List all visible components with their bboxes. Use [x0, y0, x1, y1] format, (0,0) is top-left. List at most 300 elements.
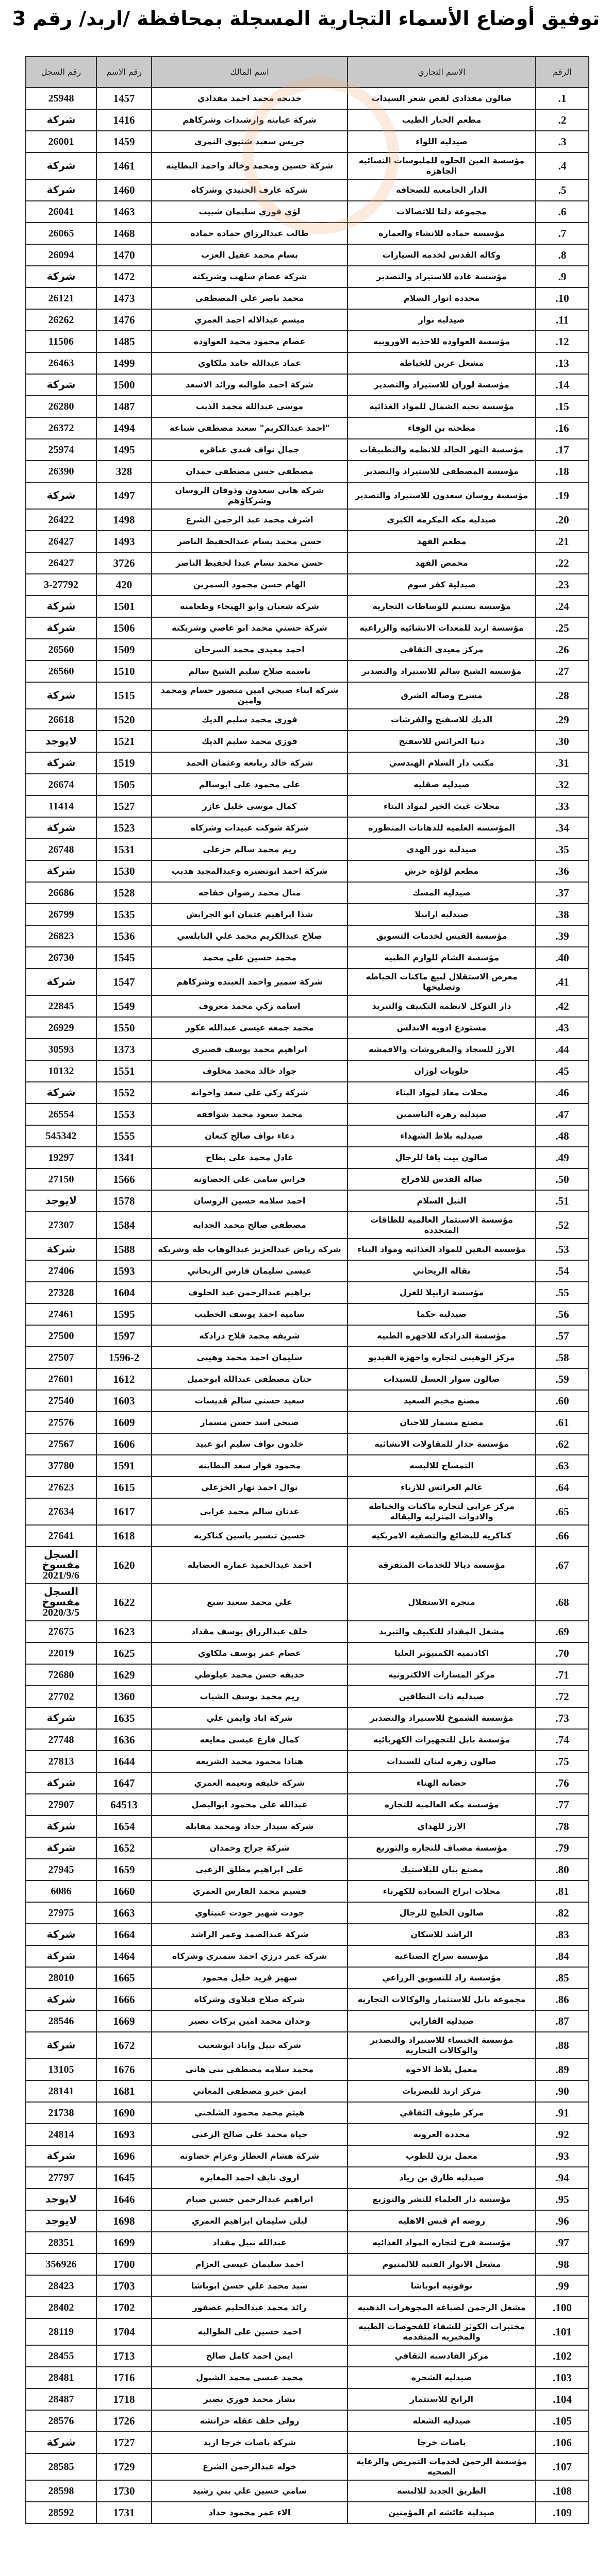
row-number: 98. — [536, 2253, 589, 2275]
owner-name-cell: ريم محمد يوسف الشياب — [152, 1686, 348, 1707]
registry-number-cell: لايوجد — [26, 2210, 96, 2232]
table-row — [26, 1751, 589, 1772]
registry-number-cell: 545342 — [26, 1125, 96, 1147]
table-row — [26, 1967, 589, 1989]
table-row — [26, 482, 589, 509]
name-number-cell: 1505 — [96, 774, 152, 795]
registry-number-cell: 27461 — [26, 1303, 96, 1325]
name-number-cell: 1494 — [96, 417, 152, 439]
row-number: 96. — [536, 2210, 589, 2232]
name-number-cell: 1726 — [96, 2410, 152, 2432]
registry-number-cell: 27623 — [26, 1477, 96, 1498]
name-number-cell: 64513 — [96, 1794, 152, 1816]
row-number: 82. — [536, 1902, 589, 1924]
registry-number-cell: 19297 — [26, 1147, 96, 1168]
row-number: 14. — [536, 374, 589, 396]
owner-name-cell: خديجه محمد احمد مقدادي — [152, 88, 348, 109]
table-row — [26, 969, 589, 995]
row-number: 103. — [536, 2367, 589, 2388]
row-number: 68. — [536, 1584, 589, 1621]
name-number-cell: 1618 — [96, 1525, 152, 1547]
row-number: 52. — [536, 1212, 589, 1239]
trade-name-cell: صيدليه الشعله — [348, 2410, 536, 2432]
row-number: 73. — [536, 1707, 589, 1729]
registry-number-cell: 27797 — [26, 2167, 96, 2189]
row-number: 85. — [536, 1967, 589, 1989]
name-number-cell: 1603 — [96, 1390, 152, 1412]
table-row — [26, 1729, 589, 1751]
registry-number-cell: شركة — [26, 860, 96, 882]
table-row — [26, 1347, 589, 1368]
row-number: 25. — [536, 617, 589, 639]
row-number: 61. — [536, 1412, 589, 1433]
trade-name-cell: صيدليه اللواء — [348, 131, 536, 152]
row-number: 91. — [536, 2102, 589, 2124]
owner-name-cell: شركة هاني سعدون وذوقان الروسان وشركاؤهم — [152, 482, 348, 509]
name-number-cell: 1553 — [96, 1104, 152, 1125]
registry-number-cell: شركة — [26, 617, 96, 639]
trade-name-cell: مؤسسة الشام للوازم الطبيه — [348, 947, 536, 969]
registry-number-cell: شركة — [26, 109, 96, 131]
trade-name-cell: مركز اربد للبصريات — [348, 2080, 536, 2102]
row-number: 83. — [536, 1924, 589, 1945]
trade-name-cell: باصات خرجا — [348, 2432, 536, 2453]
name-number-cell: 1460 — [96, 179, 152, 201]
row-number: 84. — [536, 1945, 589, 1967]
trade-name-cell: مؤسسة الشيخ سالم للاستيراد والتصدير — [348, 660, 536, 682]
row-number: 81. — [536, 1880, 589, 1902]
trade-name-cell: مؤسسة جدار للمقاولات الانشائيه — [348, 1433, 536, 1455]
row-number: 7. — [536, 223, 589, 244]
row-number: 67. — [536, 1547, 589, 1584]
row-number: 17. — [536, 439, 589, 461]
row-number: 5. — [536, 179, 589, 201]
trade-name-cell: مؤسسة الرحمن لخدمات التمريض والرعايه الصحيه — [348, 2453, 536, 2480]
registry-number-cell: شركة — [26, 1924, 96, 1945]
registry-number-cell: 28010 — [26, 1967, 96, 1989]
registry-number-cell: 27748 — [26, 1729, 96, 1751]
registry-number-cell: شركة — [26, 2032, 96, 2059]
registry-number-cell: 28546 — [26, 2010, 96, 2032]
table-row — [26, 2253, 589, 2275]
table-row — [26, 88, 589, 109]
name-number-cell: 1666 — [96, 1989, 152, 2010]
registry-number-cell: 27675 — [26, 1621, 96, 1642]
registry-number-cell: 27307 — [26, 1212, 96, 1239]
row-number: 8. — [536, 244, 589, 266]
table-row — [26, 509, 589, 531]
owner-name-cell: شركة خليفه ونعيمه العمري — [152, 1772, 348, 1794]
table-row — [26, 2010, 589, 2032]
trade-name-cell: مشغل عرين للخياطه — [348, 352, 536, 374]
name-number-cell: 1615 — [96, 1477, 152, 1498]
owner-name-cell: صبحي اسد حسن مسمار — [152, 1412, 348, 1433]
name-number-cell: 1551 — [96, 1060, 152, 1082]
registry-number-cell: شركة — [26, 152, 96, 179]
trade-name-cell: مؤسسة زاد للتسويق الزراعي — [348, 1967, 536, 1989]
registry-number-cell: السجل مفسوخ 2020/3/5 — [26, 1584, 96, 1621]
name-number-cell: 1531 — [96, 839, 152, 860]
owner-name-cell: رولى خلف عقله خرانشه — [152, 2410, 348, 2432]
table-row — [26, 1082, 589, 1104]
trade-name-cell: معمل يزن للطوب — [348, 2145, 536, 2167]
row-number: 6. — [536, 201, 589, 223]
table-row — [26, 244, 589, 266]
header-num: الرقم — [536, 57, 589, 88]
trade-name-cell: صيدليه صقليه — [348, 774, 536, 795]
row-number: 26. — [536, 639, 589, 660]
owner-name-cell: احمد سليمان عيسى العزام — [152, 2253, 348, 2275]
owner-name-cell: ابراهيم محمد يوسف قصيري — [152, 1039, 348, 1060]
table-row — [26, 2367, 589, 2388]
row-number: 71. — [536, 1664, 589, 1686]
trade-name-cell: مركز طيوف الثقافي — [348, 2102, 536, 2124]
trade-name-cell: صيدليه نوار — [348, 309, 536, 331]
registry-number-cell: 27540 — [26, 1390, 96, 1412]
registry-number-cell: 28487 — [26, 2388, 96, 2410]
table-row — [26, 109, 589, 131]
row-number: 77. — [536, 1794, 589, 1816]
trade-name-cell: مؤسسة الخنساء للاستيراد والتصدير والوكالات التجاريه — [348, 2032, 536, 2059]
owner-name-cell: حذيفه حسن محمد عيلوطي — [152, 1664, 348, 1686]
registry-number-cell: 26554 — [26, 1104, 96, 1125]
registry-number-cell: 72680 — [26, 1664, 96, 1686]
owner-name-cell: جريس سعيد شتيوي النمري — [152, 131, 348, 152]
table-row — [26, 1642, 589, 1664]
trade-name-cell: مؤسسة دار العلماء للنشر والتوزيع — [348, 2189, 536, 2210]
trade-name-cell: محددة العروبه — [348, 2124, 536, 2145]
owner-name-cell: براهيم عبدالرحمن عيد الخلوف — [152, 1282, 348, 1303]
trade-name-cell: مؤسسة اربد للمعدات الانشائيه والزراعيه — [348, 617, 536, 639]
trade-name-cell: مركز المسارات الالكترونيه — [348, 1664, 536, 1686]
owner-name-cell: حسين تيسير ياسين كناكريه — [152, 1525, 348, 1547]
row-number: 4. — [536, 152, 589, 179]
owner-name-cell: فوزي محمد سليم الديك — [152, 731, 348, 752]
table-row — [26, 752, 589, 774]
owner-name-cell: سامي حسين علي بني رشيد — [152, 2480, 348, 2502]
trade-name-cell: مؤسسة العين الحلوه للملبوسات النسائيه الجاهزه — [348, 152, 536, 179]
table-row — [26, 1239, 589, 1260]
registry-number-cell: 27813 — [26, 1751, 96, 1772]
row-number: 38. — [536, 904, 589, 925]
table-row — [26, 1390, 589, 1412]
row-number: 105. — [536, 2410, 589, 2432]
row-number: 63. — [536, 1455, 589, 1477]
registry-number-cell: شركة — [26, 1082, 96, 1104]
trade-name-cell: مركز معيدي الثقافي — [348, 639, 536, 660]
row-number: 41. — [536, 969, 589, 995]
name-number-cell: 1664 — [96, 1924, 152, 1945]
row-number: 57. — [536, 1325, 589, 1347]
name-number-cell: 1596-2 — [96, 1347, 152, 1368]
registry-number-cell: 11414 — [26, 795, 96, 817]
trade-name-cell: صيدليه بلاط الشهداء — [348, 1125, 536, 1147]
table-row — [26, 1621, 589, 1642]
name-number-cell: 1604 — [96, 1282, 152, 1303]
registry-number-cell: 28119 — [26, 2318, 96, 2345]
row-number: 74. — [536, 1729, 589, 1751]
registry-number-cell: 27907 — [26, 1794, 96, 1816]
owner-name-cell: ابراهيم عبدالرحمن حسين صيام — [152, 2189, 348, 2210]
registry-number-cell: شركة — [26, 1837, 96, 1859]
table-row — [26, 2124, 589, 2145]
name-number-cell: 1672 — [96, 2032, 152, 2059]
name-number-cell: 1578 — [96, 1190, 152, 1212]
table-row — [26, 2453, 589, 2480]
owner-name-cell: "احمد عبدالكريم" سعيد مصطفى شناعه — [152, 417, 348, 439]
trade-name-cell: محلات معاذ لمواد البناء — [348, 1082, 536, 1104]
row-number: 10. — [536, 287, 589, 309]
table-row — [26, 795, 589, 817]
trade-name-cell: مؤسسة غاده للاستيراد والتصدير — [348, 266, 536, 287]
trade-name-cell: مؤسسة ديالا للخدمات المتفرقه — [348, 1547, 536, 1584]
table-row — [26, 1584, 589, 1621]
registry-number-cell: شركة — [26, 374, 96, 396]
name-number-cell: 1499 — [96, 352, 152, 374]
row-number: 64. — [536, 1477, 589, 1498]
owner-name-cell: جواد خالد محمد مخلوف — [152, 1060, 348, 1082]
table-row — [26, 2189, 589, 2210]
trade-name-cell: مؤسسة نخبه الشمال للمواد الغذائيه — [348, 396, 536, 417]
owner-name-cell: حسن محمد بسام عبدا لحفيظ الناصر — [152, 552, 348, 574]
owner-name-cell: لؤي فوزي سليمان شبيب — [152, 201, 348, 223]
registry-number-cell: 27634 — [26, 1498, 96, 1525]
name-number-cell: 1690 — [96, 2102, 152, 2124]
name-number-cell: 1523 — [96, 817, 152, 839]
name-number-cell: 1566 — [96, 1168, 152, 1190]
owner-name-cell: شركة صلاح قبلاوي وشركاه — [152, 1989, 348, 2010]
trade-name-cell: مطعم الخيار الطيب — [348, 109, 536, 131]
registry-number-cell: 26422 — [26, 509, 96, 531]
owner-name-cell: ليلى سليمان ابراهيم العمري — [152, 2210, 348, 2232]
name-number-cell: 1550 — [96, 1017, 152, 1039]
trade-name-cell: اكاديميه الكمبيوتر العليا — [348, 1642, 536, 1664]
owner-name-cell: شركة سيدار حداد ومحمد مقابله — [152, 1816, 348, 1837]
trade-name-cell: مؤسسة ارابيلا للغزل — [348, 1282, 536, 1303]
registry-number-cell: شركة — [26, 482, 96, 509]
name-number-cell: 1696 — [96, 2145, 152, 2167]
owner-name-cell: شركة نبيل واياد ابوشعيب — [152, 2032, 348, 2059]
name-number-cell: 1652 — [96, 1837, 152, 1859]
registry-number-cell: 27641 — [26, 1525, 96, 1547]
trade-names-table — [25, 56, 589, 2524]
registry-number-cell: 26372 — [26, 417, 96, 439]
owner-name-cell: احمد معيدي محمد السرحان — [152, 639, 348, 660]
trade-name-cell: صيدليه الشجره — [348, 2367, 536, 2388]
trade-name-cell: مجموعة دلتا للاتصالات — [348, 201, 536, 223]
name-number-cell: 1645 — [96, 2167, 152, 2189]
registry-number-cell: 25974 — [26, 439, 96, 461]
name-number-cell: 1597 — [96, 1325, 152, 1347]
name-number-cell: 1704 — [96, 2318, 152, 2345]
row-number: 15. — [536, 396, 589, 417]
owner-name-cell: محمود فواز سعد البطاينه — [152, 1455, 348, 1477]
row-number: 56. — [536, 1303, 589, 1325]
registry-number-cell: شركة — [26, 1816, 96, 1837]
table-body — [26, 88, 589, 2523]
trade-name-cell: صيدليه الفارابي — [348, 2010, 536, 2032]
registry-number-cell: شركة — [26, 179, 96, 201]
table-row — [26, 1707, 589, 1729]
row-number: 39. — [536, 925, 589, 947]
owner-name-cell: سعيد حسني سالم قديسات — [152, 1390, 348, 1412]
registry-number-cell: 26560 — [26, 660, 96, 682]
table-row — [26, 947, 589, 969]
table-row — [26, 287, 589, 309]
row-number: 28. — [536, 682, 589, 709]
trade-name-cell: مختبرات الكوثر للشفاء للفحوصات الطبيه والمخبريه المتقدمه — [348, 2318, 536, 2345]
header-name-number: رقم الاسم — [96, 57, 152, 88]
name-number-cell: 1612 — [96, 1368, 152, 1390]
owner-name-cell: شركة احمد طوالبه ورائد الاسعد — [152, 374, 348, 396]
table-row — [26, 682, 589, 709]
trade-name-cell: صيدليه زهره الياسمين — [348, 1104, 536, 1125]
trade-name-cell: كناكريه للبضائع والتصفيه الامريكيه — [348, 1525, 536, 1547]
registry-number-cell: شركة — [26, 2432, 96, 2453]
row-number: 95. — [536, 2189, 589, 2210]
trade-name-cell: حلويات لوزان — [348, 1060, 536, 1082]
owner-name-cell: شركة احمد ابونصيره وعبدالمجيد هديب — [152, 860, 348, 882]
owner-name-cell: عادل محمد علي بطاح — [152, 1147, 348, 1168]
row-number: 99. — [536, 2275, 589, 2297]
trade-name-cell: مؤسسة اليقين للمواد الغذائيه ومواد البناء — [348, 1239, 536, 1260]
table-row — [26, 1880, 589, 1902]
registry-number-cell: 26427 — [26, 552, 96, 574]
table-row — [26, 1859, 589, 1880]
name-number-cell: 1509 — [96, 639, 152, 660]
name-number-cell: 420 — [96, 574, 152, 596]
trade-name-cell: مؤسسة حماده للانشاء والعماره — [348, 223, 536, 244]
table-row — [26, 2345, 589, 2367]
trade-name-cell: مؤسسة القيس لخدمات التسويق — [348, 925, 536, 947]
registry-number-cell: 26823 — [26, 925, 96, 947]
table-row — [26, 2388, 589, 2410]
table-row — [26, 1190, 589, 1212]
row-number: 107. — [536, 2453, 589, 2480]
name-number-cell: 1463 — [96, 201, 152, 223]
owner-name-cell: خوله عبدالرحمن الشرع — [152, 2453, 348, 2480]
table-row — [26, 904, 589, 925]
registry-number-cell: شركة — [26, 1772, 96, 1794]
registry-number-cell: 27150 — [26, 1168, 96, 1190]
name-number-cell: 1528 — [96, 882, 152, 904]
trade-name-cell: مطحنه بن الوفاء — [348, 417, 536, 439]
trade-name-cell: مؤسسة فرح لتجاره المواد الغذائيه — [348, 2232, 536, 2253]
registry-number-cell: 28481 — [26, 2367, 96, 2388]
registry-number-cell: لايوجد — [26, 2189, 96, 2210]
name-number-cell: 1647 — [96, 1772, 152, 1794]
name-number-cell: 1500 — [96, 374, 152, 396]
table-row — [26, 223, 589, 244]
table-row — [26, 2318, 589, 2345]
table-row — [26, 1303, 589, 1325]
table-row — [26, 2410, 589, 2432]
owner-name-cell: اشرف محمد عبد الرحمن الشرع — [152, 509, 348, 531]
table-row — [26, 1686, 589, 1707]
row-number: 101. — [536, 2318, 589, 2345]
name-number-cell: 1681 — [96, 2080, 152, 2102]
name-number-cell: 1588 — [96, 1239, 152, 1260]
registry-number-cell: 27945 — [26, 1859, 96, 1880]
owner-name-cell: موسى عبدالله محمد الذيب — [152, 396, 348, 417]
row-number: 59. — [536, 1368, 589, 1390]
trade-name-cell: الديك للاسفنج والفرشات — [348, 709, 536, 731]
name-number-cell: 1698 — [96, 2210, 152, 2232]
registry-number-cell: شركة — [26, 2145, 96, 2167]
name-number-cell: 1487 — [96, 396, 152, 417]
registry-number-cell: 28351 — [26, 2232, 96, 2253]
name-number-cell: 1473 — [96, 287, 152, 309]
name-number-cell: 1625 — [96, 1642, 152, 1664]
owner-name-cell: كمال فارع عيسى معايعه — [152, 1729, 348, 1751]
registry-number-cell: شركة — [26, 1945, 96, 1967]
registry-number-cell: 26427 — [26, 531, 96, 552]
table-row — [26, 1837, 589, 1859]
trade-name-cell: مركز عرابي لتجاره ماكنات والخياطه والادوات المنزليه والبقاله — [348, 1498, 536, 1525]
bottom-margin — [0, 2524, 612, 2531]
table-row — [26, 309, 589, 331]
table-row — [26, 2080, 589, 2102]
owner-name-cell: شركة جراح وحمدان — [152, 1837, 348, 1859]
owner-name-cell: خلدون نواف سليم ابو عبيد — [152, 1433, 348, 1455]
registry-number-cell: 27507 — [26, 1347, 96, 1368]
row-number: 90. — [536, 2080, 589, 2102]
owner-name-cell: شركة ابناء صبحي امين منصور حسام ومحمد وامين — [152, 682, 348, 709]
owner-name-cell: محمد سلامه مصطفى بني هاني — [152, 2059, 348, 2080]
name-number-cell: 1457 — [96, 88, 152, 109]
name-number-cell: 1472 — [96, 266, 152, 287]
table-row — [26, 1433, 589, 1455]
row-number: 18. — [536, 461, 589, 482]
trade-name-cell: صيدلية عائشه ام المؤمنين — [348, 2502, 536, 2523]
owner-name-cell: شركة عصام سلهب وشريكته — [152, 266, 348, 287]
name-number-cell: 1663 — [96, 1902, 152, 1924]
table-row — [26, 1260, 589, 1282]
row-number: 36. — [536, 860, 589, 882]
registry-number-cell: 26041 — [26, 201, 96, 223]
owner-name-cell: خلف عبدالرزاق يوسف مقداد — [152, 1621, 348, 1642]
row-number: 54. — [536, 1260, 589, 1282]
registry-number-cell: 26618 — [26, 709, 96, 731]
trade-name-cell: مؤسسة الدرادكه للاجهزه الطبيه — [348, 1325, 536, 1347]
registry-number-cell: 28141 — [26, 2080, 96, 2102]
table-row — [26, 552, 589, 574]
owner-name-cell: مصطفى صالح محمد الجدايه — [152, 1212, 348, 1239]
table-row — [26, 439, 589, 461]
row-number: 23. — [536, 574, 589, 596]
trade-name-cell: صاله القدس للافراح — [348, 1168, 536, 1190]
name-number-cell: 1665 — [96, 1967, 152, 1989]
table-row — [26, 2232, 589, 2253]
name-number-cell: 1547 — [96, 969, 152, 995]
owner-name-cell: اسامه زكي محمد معروف — [152, 995, 348, 1017]
name-number-cell: 1485 — [96, 331, 152, 352]
table-row — [26, 774, 589, 795]
name-number-cell: 1470 — [96, 244, 152, 266]
header-owner: اسم المالك — [152, 57, 348, 88]
owner-name-cell: حياة محمد علي صالح الزعبي — [152, 2124, 348, 2145]
table-row — [26, 995, 589, 1017]
row-number: 19. — [536, 482, 589, 509]
table-row — [26, 1902, 589, 1924]
name-number-cell: 1620 — [96, 1547, 152, 1584]
registry-number-cell: لايوجد — [26, 1190, 96, 1212]
owner-name-cell: وجدان محمد امين بركات نصير — [152, 2010, 348, 2032]
trade-name-cell: دار التوكل لانظمة التكييف والتبريد — [348, 995, 536, 1017]
name-number-cell: 3726 — [96, 552, 152, 574]
trade-name-cell: مشغل الرحمن لصياغة المجوهرات الذهبيه — [348, 2297, 536, 2318]
name-number-cell: 1617 — [96, 1498, 152, 1525]
